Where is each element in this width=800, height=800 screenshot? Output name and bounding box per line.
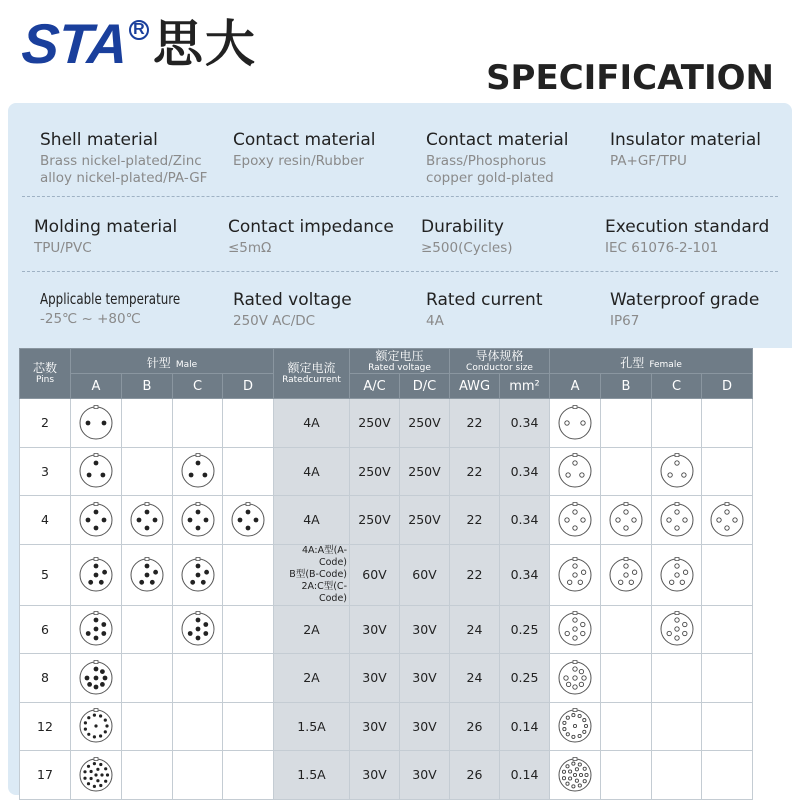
header-conductor: [450, 349, 550, 374]
cell-awg: 26: [450, 751, 500, 800]
cell-female-d: [702, 605, 753, 654]
cell-current: [274, 751, 350, 800]
cell-male-b: [122, 399, 173, 448]
cell-female-c: [652, 605, 702, 654]
header-male-c: C: [173, 374, 223, 399]
property-waterproof-grade: [610, 290, 759, 330]
property-value: Brass nickel-plated/Zinc alloy nickel-plated/PA-GF: [40, 153, 208, 186]
cell-mm2: 0.14: [500, 702, 550, 751]
female-connector-4-pin-icon: [656, 499, 698, 541]
cell-voltage-ac: 30V: [350, 654, 400, 703]
header-pins-cn: 芯数: [32, 361, 57, 375]
female-connector-4-pin-icon: [706, 499, 748, 541]
cell-male-b: [122, 751, 173, 800]
cell-current: [274, 654, 350, 703]
cell-male-d: [223, 544, 274, 605]
cell-current: [274, 399, 350, 448]
female-connector-6-pin-icon: [554, 608, 596, 650]
property-insulator-material: [610, 130, 761, 170]
current-value: 4A: [303, 512, 320, 528]
cell-female-c: [652, 447, 702, 496]
header-male-en: Male: [175, 359, 198, 370]
male-connector-6-pin-icon: [75, 608, 117, 650]
property-contact-impedance: [228, 217, 394, 257]
cell-awg: 22: [450, 496, 500, 545]
female-connector-3-pin-icon: [554, 450, 596, 492]
cell-male-d: [223, 399, 274, 448]
cell-female-b: [601, 751, 652, 800]
cell-awg: 24: [450, 654, 500, 703]
female-connector-5-pin-icon: [605, 554, 647, 596]
cell-male-a: [71, 654, 122, 703]
female-connector-5-pin-icon: [554, 554, 596, 596]
property-execution-standard: [605, 217, 769, 257]
table-row: [20, 605, 792, 654]
current-value: 4A: [303, 415, 320, 431]
cell-pins: 3: [20, 447, 71, 496]
cell-female-c: [652, 702, 702, 751]
current-value: 4A:A型(A-Code) B型(B-Code) 2A:C型(C-Code): [289, 544, 347, 604]
property-molding-material: [34, 217, 177, 257]
cell-awg: 24: [450, 605, 500, 654]
cell-male-d: [223, 654, 274, 703]
cell-current: [274, 544, 350, 605]
cell-female-a: [550, 702, 601, 751]
cell-female-c: [652, 751, 702, 800]
cell-male-d: [223, 447, 274, 496]
female-connector-4-pin-icon: [554, 499, 596, 541]
current-value: 4A: [303, 463, 320, 479]
cell-mm2: 0.14: [500, 751, 550, 800]
cell-female-b: [601, 605, 652, 654]
female-connector-3-pin-icon: [656, 450, 698, 492]
cell-female-b: [601, 496, 652, 545]
cell-male-a: [71, 447, 122, 496]
cell-female-c: [652, 654, 702, 703]
cell-male-a: [71, 605, 122, 654]
property-shell-material: [40, 130, 207, 187]
cell-female-a: [550, 399, 601, 448]
cell-current: [274, 496, 350, 545]
header-voltage-cn: 额定电压: [375, 348, 424, 363]
header-female: [550, 349, 753, 374]
cell-male-d: [223, 751, 274, 800]
header-male-cn: 针型: [146, 355, 171, 370]
logo-text: STA: [19, 12, 130, 75]
cell-male-c: [173, 702, 223, 751]
cell-male-c: [173, 751, 223, 800]
page-title: SPECIFICATION: [486, 58, 774, 98]
header-voltage-en: Rated voltage: [368, 362, 431, 373]
header-pins: [20, 349, 71, 399]
property-value: Epoxy resin/Rubber: [233, 153, 364, 169]
cell-voltage-dc: 30V: [400, 605, 450, 654]
cell-voltage-ac: 250V: [350, 447, 400, 496]
female-connector-17-pin-icon: [554, 754, 596, 796]
cell-female-a: [550, 654, 601, 703]
cell-female-a: [550, 751, 601, 800]
cell-pins: 2: [20, 399, 71, 448]
cell-current: [274, 447, 350, 496]
table-row: [20, 702, 792, 751]
cell-pins: 12: [20, 702, 71, 751]
cell-current: [274, 702, 350, 751]
cell-male-b: [122, 544, 173, 605]
property-value: ≥500(Cycles): [421, 240, 513, 256]
male-connector-4-pin-icon: [227, 499, 269, 541]
cell-female-d: [702, 751, 753, 800]
female-connector-6-pin-icon: [656, 608, 698, 650]
male-connector-6-pin-icon: [177, 608, 219, 650]
property-title: Insulator material: [610, 130, 761, 150]
cell-male-b: [122, 496, 173, 545]
property-title: Contact material: [233, 130, 376, 150]
cell-voltage-ac: 30V: [350, 751, 400, 800]
table-row: [20, 399, 792, 448]
cell-awg: 22: [450, 447, 500, 496]
female-connector-2-pin-icon: [554, 402, 596, 444]
male-connector-3-pin-icon: [177, 450, 219, 492]
header-current-en: Ratedcurrent: [282, 375, 341, 385]
cell-voltage-dc: 30V: [400, 654, 450, 703]
cell-awg: 22: [450, 399, 500, 448]
table-row: [20, 654, 792, 703]
cell-mm2: 0.34: [500, 399, 550, 448]
cell-female-d: [702, 496, 753, 545]
cell-mm2: 0.34: [500, 544, 550, 605]
female-connector-4-pin-icon: [605, 499, 647, 541]
cell-male-c: [173, 447, 223, 496]
cell-male-d: [223, 496, 274, 545]
connector-spec-table: [19, 348, 792, 800]
property-contact-material-2: [426, 130, 569, 187]
cell-female-a: [550, 605, 601, 654]
cell-voltage-dc: 60V: [400, 544, 450, 605]
property-contact-material-1: [233, 130, 376, 170]
cell-male-c: [173, 605, 223, 654]
cell-pins: 17: [20, 751, 71, 800]
logo-chinese-text: 思大: [152, 15, 257, 73]
header-voltage: [350, 349, 450, 374]
property-title: Execution standard: [605, 217, 770, 237]
female-connector-12-pin-icon: [554, 705, 596, 747]
property-title: Applicable temperature: [40, 290, 181, 308]
cell-mm2: 0.25: [500, 654, 550, 703]
header-female-b: B: [601, 374, 652, 399]
female-connector-5-pin-icon: [656, 554, 698, 596]
header-current: [274, 349, 350, 399]
current-value: 2A: [303, 621, 320, 637]
cell-male-c: [173, 399, 223, 448]
cell-current: [274, 605, 350, 654]
cell-female-a: [550, 496, 601, 545]
property-rated-voltage: [233, 290, 352, 330]
property-durability: [421, 217, 513, 257]
property-value: Brass/Phosphorus copper gold-plated: [426, 153, 554, 186]
cell-mm2: 0.25: [500, 605, 550, 654]
header-ac: A/C: [350, 374, 400, 399]
header-conductor-en: Conductor size: [466, 362, 533, 373]
cell-mm2: 0.34: [500, 447, 550, 496]
property-title: Contact impedance: [228, 217, 394, 237]
male-connector-5-pin-icon: [126, 554, 168, 596]
cell-female-c: [652, 544, 702, 605]
cell-voltage-dc: 30V: [400, 702, 450, 751]
cell-pins: 4: [20, 496, 71, 545]
cell-male-c: [173, 544, 223, 605]
cell-pins: 5: [20, 544, 71, 605]
property-value: ≤5mΩ: [228, 240, 272, 256]
cell-awg: 26: [450, 702, 500, 751]
cell-male-b: [122, 605, 173, 654]
cell-male-d: [223, 605, 274, 654]
cell-male-d: [223, 702, 274, 751]
current-value: 1.5A: [297, 767, 326, 783]
header-male-a: A: [71, 374, 122, 399]
property-value: PA+GF/TPU: [610, 153, 687, 169]
cell-female-b: [601, 544, 652, 605]
property-title: Rated voltage: [233, 290, 352, 310]
male-connector-5-pin-icon: [177, 554, 219, 596]
cell-voltage-dc: 250V: [400, 399, 450, 448]
male-connector-3-pin-icon: [75, 450, 117, 492]
cell-voltage-ac: 250V: [350, 496, 400, 545]
cell-male-c: [173, 654, 223, 703]
property-value: 4A: [426, 313, 444, 329]
property-title: Rated current: [426, 290, 543, 310]
cell-female-d: [702, 399, 753, 448]
property-applicable-temperature: [40, 290, 199, 328]
cell-female-d: [702, 702, 753, 751]
male-connector-2-pin-icon: [75, 402, 117, 444]
cell-voltage-dc: 250V: [400, 496, 450, 545]
cell-female-c: [652, 399, 702, 448]
cell-male-a: [71, 702, 122, 751]
divider: [22, 271, 778, 272]
property-value: 250V AC/DC: [233, 313, 316, 329]
property-title: Molding material: [34, 217, 178, 237]
cell-voltage-ac: 30V: [350, 605, 400, 654]
male-connector-8-pin-icon: [75, 657, 117, 699]
property-title: Contact material: [426, 130, 569, 150]
header-mm2: mm²: [500, 374, 550, 399]
male-connector-5-pin-icon: [75, 554, 117, 596]
property-title: Shell material: [40, 130, 158, 150]
cell-male-b: [122, 447, 173, 496]
cell-female-b: [601, 654, 652, 703]
cell-male-a: [71, 544, 122, 605]
cell-male-a: [71, 399, 122, 448]
property-title: Waterproof grade: [610, 290, 760, 310]
cell-male-b: [122, 654, 173, 703]
male-connector-12-pin-icon: [75, 705, 117, 747]
header-female-d: D: [702, 374, 753, 399]
header-female-cn: 孔型: [620, 355, 645, 370]
brand-logo: [19, 12, 257, 75]
male-connector-4-pin-icon: [75, 499, 117, 541]
header-conductor-cn: 导体规格: [475, 348, 524, 363]
male-connector-4-pin-icon: [126, 499, 168, 541]
property-value: -25℃ ~ +80℃: [40, 311, 141, 327]
cell-male-a: [71, 496, 122, 545]
cell-female-a: [550, 544, 601, 605]
current-value: 1.5A: [297, 718, 326, 734]
cell-voltage-ac: 60V: [350, 544, 400, 605]
header-current-cn: 额定电流: [287, 361, 336, 375]
cell-voltage-ac: 250V: [350, 399, 400, 448]
male-connector-4-pin-icon: [177, 499, 219, 541]
divider: [22, 196, 778, 197]
cell-female-d: [702, 544, 753, 605]
cell-female-b: [601, 702, 652, 751]
header-female-c: C: [652, 374, 702, 399]
header-dc: D/C: [400, 374, 450, 399]
cell-voltage-dc: 30V: [400, 751, 450, 800]
header-male-d: D: [223, 374, 274, 399]
cell-male-b: [122, 702, 173, 751]
cell-voltage-dc: 250V: [400, 447, 450, 496]
table-row: [20, 496, 792, 545]
cell-pins: 6: [20, 605, 71, 654]
property-rated-current: [426, 290, 543, 330]
male-connector-17-pin-icon: [75, 754, 117, 796]
cell-female-a: [550, 447, 601, 496]
header-awg: AWG: [450, 374, 500, 399]
header-female-en: Female: [649, 359, 682, 370]
cell-female-b: [601, 399, 652, 448]
table-row: [20, 544, 792, 605]
cell-male-a: [71, 751, 122, 800]
property-value: TPU/PVC: [34, 240, 92, 256]
cell-female-d: [702, 447, 753, 496]
cell-mm2: 0.34: [500, 496, 550, 545]
cell-female-c: [652, 496, 702, 545]
cell-female-d: [702, 654, 753, 703]
table-row: [20, 447, 792, 496]
header-male-b: B: [122, 374, 173, 399]
property-value: IEC 61076-2-101: [605, 240, 719, 256]
cell-pins: 8: [20, 654, 71, 703]
header-female-a: A: [550, 374, 601, 399]
property-value: IP67: [610, 313, 640, 329]
cell-male-c: [173, 496, 223, 545]
cell-awg: 22: [450, 544, 500, 605]
cell-female-b: [601, 447, 652, 496]
table-row: [20, 751, 792, 800]
registered-mark: R: [129, 20, 149, 40]
cell-voltage-ac: 30V: [350, 702, 400, 751]
property-title: Durability: [421, 217, 504, 237]
current-value: 2A: [303, 670, 320, 686]
header-male: [71, 349, 274, 374]
header-pins-en: Pins: [35, 375, 55, 385]
female-connector-8-pin-icon: [554, 657, 596, 699]
